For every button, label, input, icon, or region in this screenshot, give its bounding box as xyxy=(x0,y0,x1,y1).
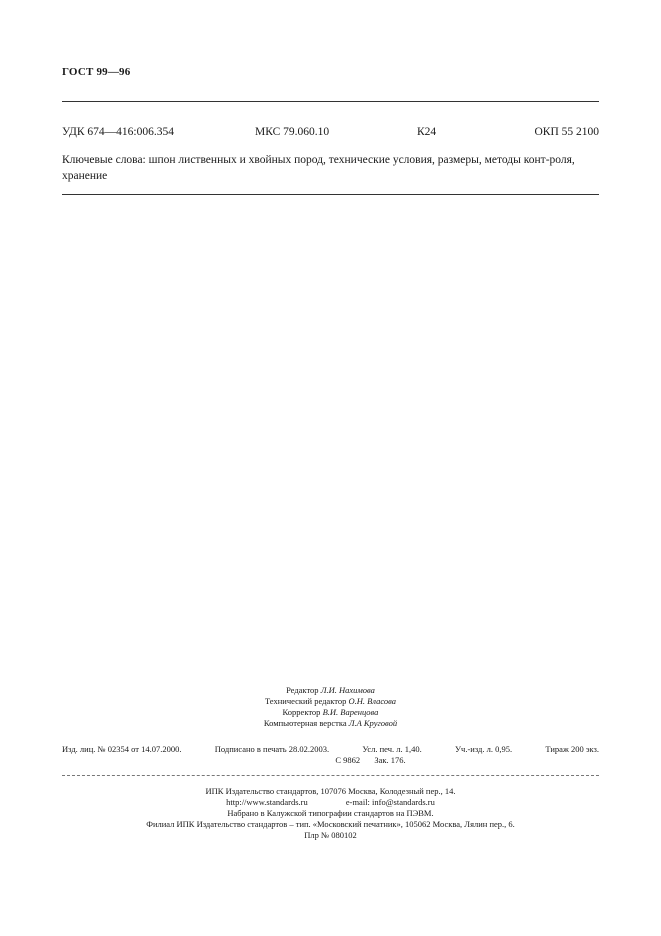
signed-text: Подписано в печать 28.02.2003. xyxy=(214,744,330,754)
pub-sheets-text: Уч.-изд. л. 0,95. xyxy=(455,744,513,754)
proofreader-name: В.И. Варенцова xyxy=(322,707,379,717)
tech-editor-label: Технический редактор xyxy=(264,696,347,706)
classification-row xyxy=(62,126,599,142)
printer-block xyxy=(0,786,661,841)
code-c-text: С 9862 xyxy=(335,755,361,765)
typeset-line: Набрано в Калужской типографии стандартов на ПЭВМ. xyxy=(227,808,434,818)
okp-code: ОКП 55 2100 xyxy=(534,126,599,138)
tech-editor-name: О.Н. Власова xyxy=(348,696,397,706)
order-row xyxy=(62,755,599,766)
proofreader-label: Корректор xyxy=(282,707,321,717)
keywords-text: Ключевые слова: шпон лиственных и хвойных пород, технические условия, размеры, методы конт-роля, хранение xyxy=(62,154,575,182)
editor-line xyxy=(0,685,661,696)
top-divider xyxy=(62,101,599,102)
branch-line: Филиал ИПК Издательство стандартов – тип. «Московский печатник», 105062 Москва, Лялин пер., 6. xyxy=(146,819,515,829)
layout-line xyxy=(0,718,661,729)
cut-divider xyxy=(62,775,599,776)
group-code: К24 xyxy=(417,126,437,138)
standard-code: ГОСТ 99—96 xyxy=(62,66,131,78)
layout-name: Л.А Круговой xyxy=(348,718,398,728)
circulation-text: Тираж 200 экз. xyxy=(545,744,599,754)
print-sheets-text: Усл. печ. л. 1,40. xyxy=(362,744,422,754)
order-text: Зак. 176. xyxy=(374,755,406,765)
layout-label: Компьютерная верстка xyxy=(263,718,347,728)
license-text: Изд. лиц. № 02354 от 14.07.2000. xyxy=(62,744,182,754)
contact-line xyxy=(0,797,661,808)
publication-info xyxy=(62,744,599,766)
editor-name: Л.И. Нахимова xyxy=(320,685,375,695)
publisher-line: ИПК Издательство стандартов, 107076 Москва, Колодезный пер., 14. xyxy=(205,786,456,796)
publication-row xyxy=(62,744,599,755)
proofreader-line xyxy=(0,707,661,718)
editor-label: Редактор xyxy=(286,685,319,695)
credits-block xyxy=(0,685,661,729)
mks-code: МКС 79.060.10 xyxy=(255,126,330,138)
website-text: http://www.standards.ru xyxy=(226,797,308,807)
udk-code: УДК 674—416:006.354 xyxy=(62,126,174,138)
keywords-divider xyxy=(62,194,599,195)
plr-line: Плр № 080102 xyxy=(304,830,357,840)
email-text: e-mail: info@standards.ru xyxy=(345,797,435,807)
tech-editor-line xyxy=(0,696,661,707)
